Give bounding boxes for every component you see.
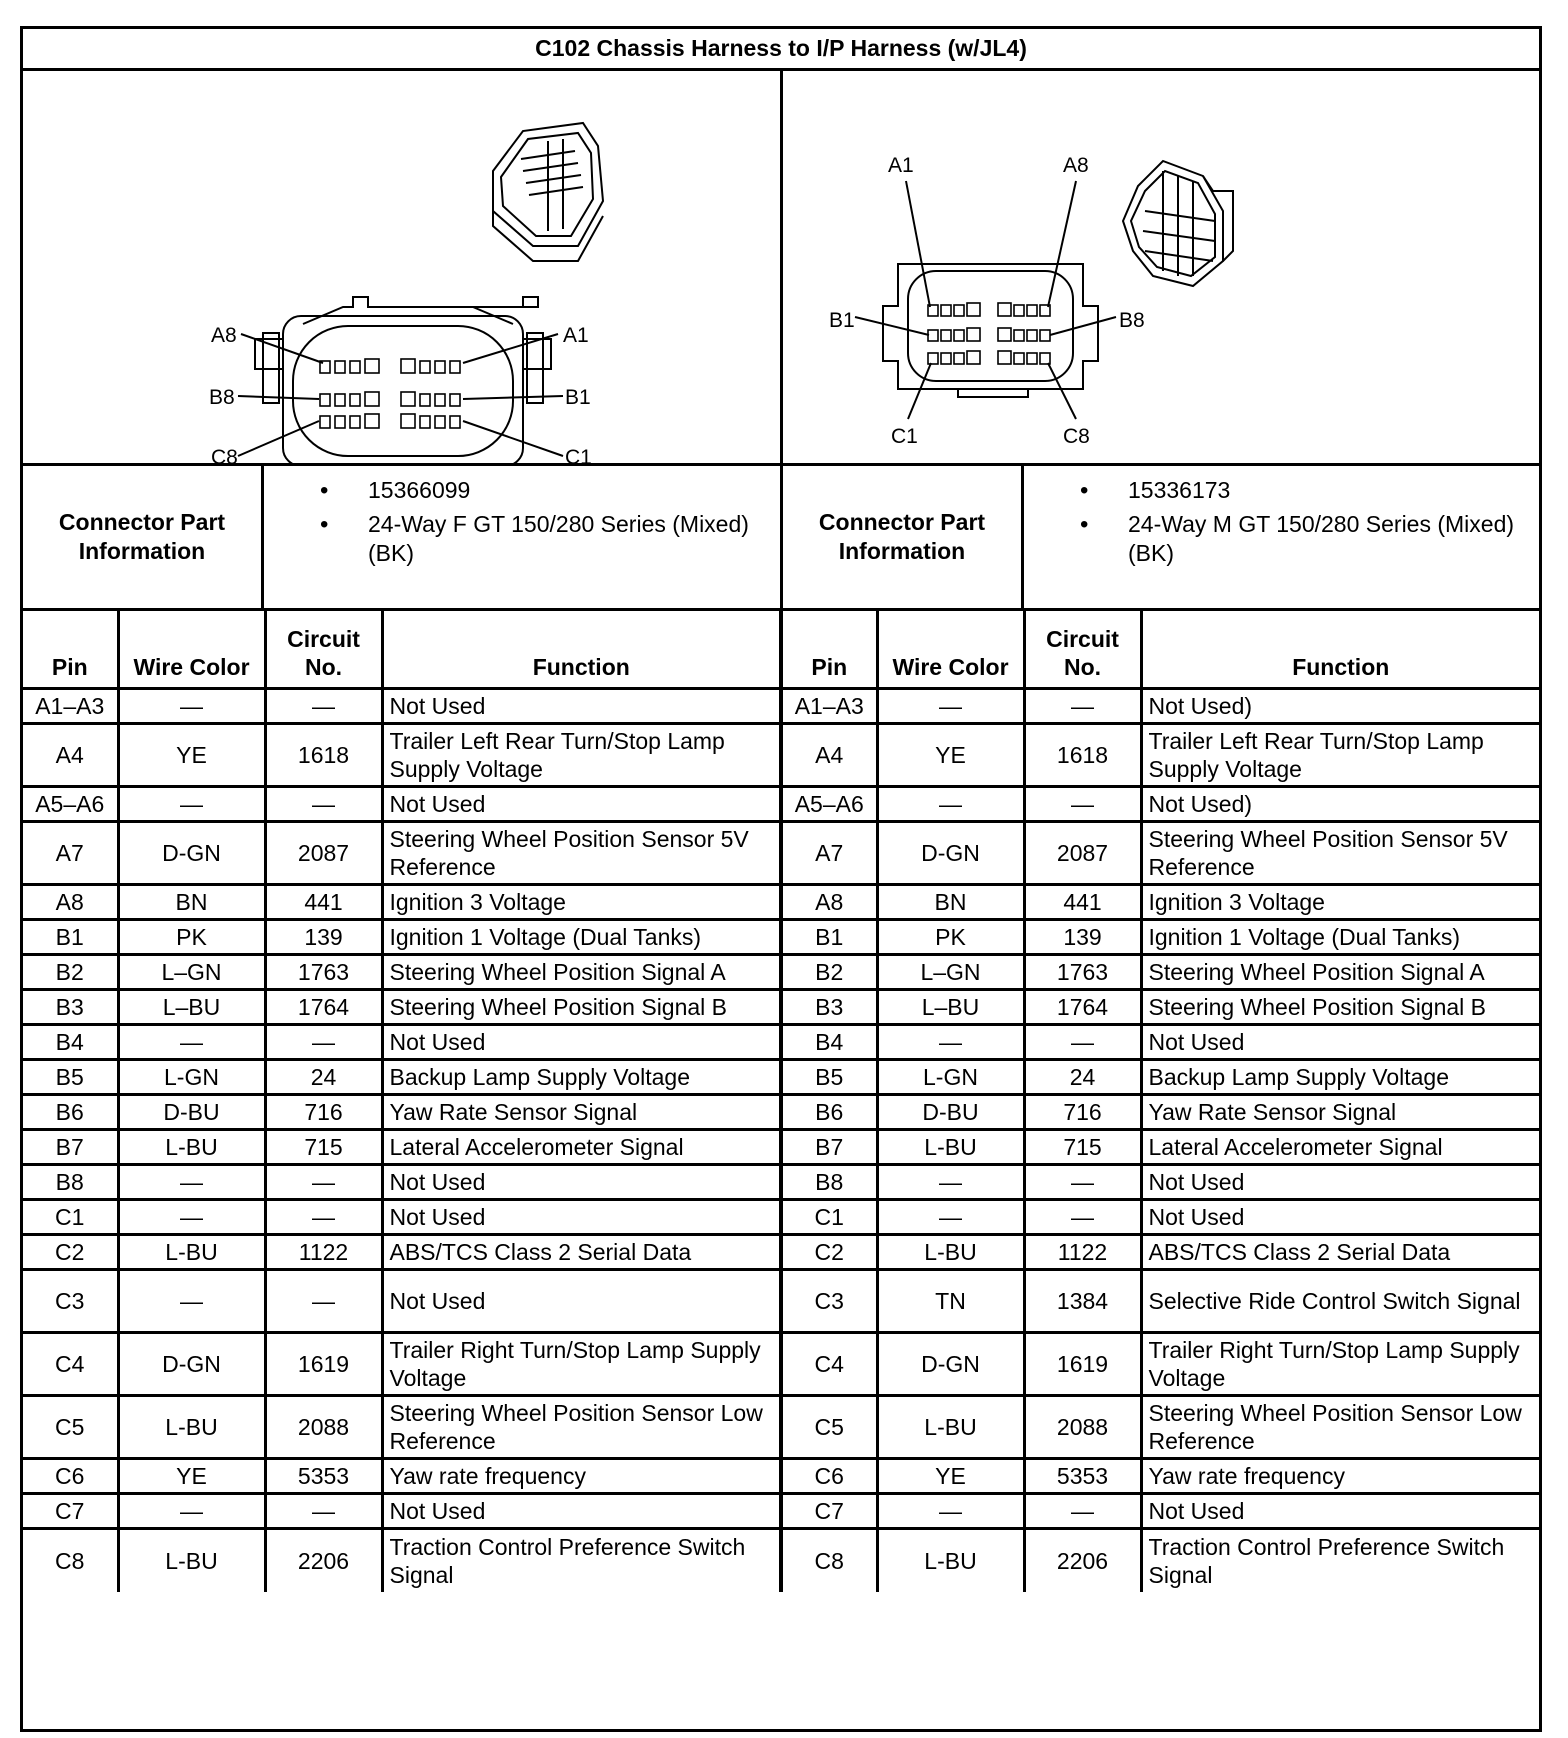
function-cell: Not Used — [382, 787, 781, 822]
header-function: Function — [1141, 611, 1539, 689]
pin-cell: B1 — [781, 920, 877, 955]
table-header-row — [23, 611, 1539, 689]
pinout-table — [23, 611, 1539, 1592]
pin-cell: C8 — [781, 1529, 877, 1592]
part-description: • 24-Way M GT 150/280 Series (Mixed) (BK) — [1080, 510, 1539, 568]
header-wire-color: Wire Color — [118, 611, 265, 689]
table-row — [23, 1235, 1539, 1270]
wire-color-cell: — — [118, 1025, 265, 1060]
pin-cell: B1 — [23, 920, 118, 955]
function-cell: Backup Lamp Supply Voltage — [382, 1060, 781, 1095]
wire-color-cell: PK — [877, 920, 1024, 955]
circuit-cell: 1384 — [1024, 1270, 1141, 1333]
header-circuit: Circuit No. — [1024, 611, 1141, 689]
circuit-cell: 1122 — [265, 1235, 382, 1270]
circuit-cell: — — [265, 1200, 382, 1235]
function-cell: Ignition 3 Voltage — [382, 885, 781, 920]
wire-color-cell: — — [118, 1165, 265, 1200]
pin-label-c8: C8 — [211, 446, 238, 463]
wire-color-cell: L–BU — [118, 990, 265, 1025]
wire-color-cell: L–GN — [118, 955, 265, 990]
circuit-cell: 24 — [1024, 1060, 1141, 1095]
function-cell: Not Used) — [1141, 689, 1539, 724]
header-pin: Pin — [781, 611, 877, 689]
wire-color-cell: PK — [118, 920, 265, 955]
female-connector-drawing — [23, 71, 780, 463]
function-cell: Steering Wheel Position Sensor Low Reference — [1141, 1396, 1539, 1459]
male-connector-3d-icon — [1123, 161, 1233, 286]
wire-color-cell: L-BU — [118, 1130, 265, 1165]
pin-cell: A1–A3 — [23, 689, 118, 724]
wire-color-cell: L-GN — [118, 1060, 265, 1095]
pin-label-c1: C1 — [565, 446, 592, 463]
connector-info-label: Connector Part Information — [23, 466, 264, 608]
wire-color-cell: L-BU — [877, 1235, 1024, 1270]
function-cell: Not Used — [382, 1165, 781, 1200]
wire-color-cell: — — [118, 787, 265, 822]
wire-color-cell: — — [877, 1165, 1024, 1200]
function-cell: Not Used — [382, 1025, 781, 1060]
circuit-cell: — — [265, 787, 382, 822]
wire-color-cell: L-BU — [877, 1130, 1024, 1165]
wire-color-cell: L–BU — [877, 990, 1024, 1025]
pin-cell: B2 — [781, 955, 877, 990]
pin-cell: B4 — [23, 1025, 118, 1060]
table-row — [23, 1396, 1539, 1459]
pin-cell: B3 — [23, 990, 118, 1025]
pin-label-b8-male: B8 — [1119, 309, 1145, 332]
pin-cell: C5 — [23, 1396, 118, 1459]
pin-cell: A7 — [23, 822, 118, 885]
pin-label-c8-male: C8 — [1063, 425, 1090, 448]
pin-cell: B6 — [23, 1095, 118, 1130]
circuit-cell: — — [1024, 1494, 1141, 1529]
circuit-cell: 1763 — [1024, 955, 1141, 990]
pin-cell: A7 — [781, 822, 877, 885]
circuit-cell: 5353 — [1024, 1459, 1141, 1494]
pin-cell: B5 — [781, 1060, 877, 1095]
circuit-cell: — — [1024, 1165, 1141, 1200]
wire-color-cell: — — [118, 689, 265, 724]
function-cell: Yaw Rate Sensor Signal — [382, 1095, 781, 1130]
circuit-cell: — — [265, 1494, 382, 1529]
function-cell: Not Used — [1141, 1165, 1539, 1200]
pin-cell: C4 — [23, 1333, 118, 1396]
circuit-cell: 2088 — [265, 1396, 382, 1459]
function-cell: Yaw Rate Sensor Signal — [1141, 1095, 1539, 1130]
table-row — [23, 1060, 1539, 1095]
function-cell: Traction Control Preference Switch Signal — [1141, 1529, 1539, 1592]
wire-color-cell: YE — [118, 1459, 265, 1494]
table-row — [23, 1529, 1539, 1592]
circuit-cell: 715 — [265, 1130, 382, 1165]
pin-label-b8: B8 — [209, 386, 235, 409]
pin-cell: C2 — [23, 1235, 118, 1270]
pin-cell: A5–A6 — [23, 787, 118, 822]
table-row — [23, 955, 1539, 990]
wire-color-cell: YE — [877, 724, 1024, 787]
function-cell: Steering Wheel Position Sensor Low Reference — [382, 1396, 781, 1459]
function-cell: Steering Wheel Position Sensor 5V Reference — [382, 822, 781, 885]
female-connector-diagram — [23, 71, 783, 463]
header-wire-color: Wire Color — [877, 611, 1024, 689]
pin-cell: B6 — [781, 1095, 877, 1130]
circuit-cell: 441 — [1024, 885, 1141, 920]
function-cell: Ignition 1 Voltage (Dual Tanks) — [1141, 920, 1539, 955]
circuit-cell: — — [265, 689, 382, 724]
function-cell: Lateral Accelerometer Signal — [1141, 1130, 1539, 1165]
pin-cell: A1–A3 — [781, 689, 877, 724]
function-cell: Lateral Accelerometer Signal — [382, 1130, 781, 1165]
pinout-sheet — [20, 26, 1542, 1732]
circuit-cell: 1619 — [265, 1333, 382, 1396]
circuit-cell: — — [1024, 1025, 1141, 1060]
wire-color-cell: — — [118, 1494, 265, 1529]
circuit-cell: 2206 — [1024, 1529, 1141, 1592]
function-cell: Trailer Right Turn/Stop Lamp Supply Voltage — [382, 1333, 781, 1396]
wire-color-cell: BN — [877, 885, 1024, 920]
pin-label-b1: B1 — [565, 386, 591, 409]
header-pin: Pin — [23, 611, 118, 689]
function-cell: Not Used — [382, 689, 781, 724]
circuit-cell: — — [1024, 689, 1141, 724]
circuit-cell: 441 — [265, 885, 382, 920]
part-description: • 24-Way F GT 150/280 Series (Mixed) (BK) — [320, 510, 780, 568]
function-cell: Traction Control Preference Switch Signal — [382, 1529, 781, 1592]
pin-cell: A8 — [23, 885, 118, 920]
table-row — [23, 990, 1539, 1025]
function-cell: Steering Wheel Position Sensor 5V Reference — [1141, 822, 1539, 885]
wire-color-cell: — — [118, 1200, 265, 1235]
female-connector-face — [238, 297, 563, 463]
circuit-cell: — — [1024, 787, 1141, 822]
pin-cell: A4 — [23, 724, 118, 787]
wire-color-cell: D-BU — [877, 1095, 1024, 1130]
part-number: • 15336173 — [1080, 476, 1539, 505]
pin-cell: C3 — [23, 1270, 118, 1333]
wire-color-cell: TN — [877, 1270, 1024, 1333]
circuit-cell: 1764 — [1024, 990, 1141, 1025]
function-cell: Not Used — [382, 1270, 781, 1333]
pin-cell: B4 — [781, 1025, 877, 1060]
circuit-cell: 716 — [1024, 1095, 1141, 1130]
function-cell: ABS/TCS Class 2 Serial Data — [382, 1235, 781, 1270]
connector-diagrams — [23, 71, 1539, 466]
table-row — [23, 1025, 1539, 1060]
table-row — [23, 1333, 1539, 1396]
circuit-cell: 24 — [265, 1060, 382, 1095]
wire-color-cell: YE — [877, 1459, 1024, 1494]
function-cell: Trailer Right Turn/Stop Lamp Supply Voltage — [1141, 1333, 1539, 1396]
wire-color-cell: — — [877, 1025, 1024, 1060]
circuit-cell: 1618 — [1024, 724, 1141, 787]
function-cell: Steering Wheel Position Signal B — [1141, 990, 1539, 1025]
header-function: Function — [382, 611, 781, 689]
pin-cell: C5 — [781, 1396, 877, 1459]
wire-color-cell: L-BU — [118, 1396, 265, 1459]
circuit-cell: 1122 — [1024, 1235, 1141, 1270]
pin-label-a8-male: A8 — [1063, 154, 1089, 177]
circuit-cell: 139 — [265, 920, 382, 955]
pin-cell: B2 — [23, 955, 118, 990]
pin-cell: A8 — [781, 885, 877, 920]
pin-cell: C7 — [781, 1494, 877, 1529]
pin-label-a1: A1 — [563, 324, 589, 347]
function-cell: Not Used — [1141, 1025, 1539, 1060]
female-connector-3d-icon — [493, 123, 603, 261]
pin-cell: A4 — [781, 724, 877, 787]
function-cell: Trailer Left Rear Turn/Stop Lamp Supply Voltage — [1141, 724, 1539, 787]
function-cell: Steering Wheel Position Signal A — [1141, 955, 1539, 990]
wire-color-cell: — — [877, 1494, 1024, 1529]
male-connector-drawing — [783, 71, 1539, 463]
table-row — [23, 1165, 1539, 1200]
wire-color-cell: D-GN — [877, 1333, 1024, 1396]
connector-info-female — [23, 466, 783, 608]
circuit-cell: 5353 — [265, 1459, 382, 1494]
function-cell: Not Used — [382, 1200, 781, 1235]
circuit-cell: — — [265, 1165, 382, 1200]
circuit-cell: — — [1024, 1200, 1141, 1235]
pin-cell: B8 — [23, 1165, 118, 1200]
part-number: • 15366099 — [320, 476, 780, 505]
wire-color-cell: L-BU — [118, 1235, 265, 1270]
wire-color-cell: YE — [118, 724, 265, 787]
function-cell: Steering Wheel Position Signal A — [382, 955, 781, 990]
header-circuit: Circuit No. — [265, 611, 382, 689]
wire-color-cell: L-GN — [877, 1060, 1024, 1095]
table-row — [23, 1130, 1539, 1165]
function-cell: Steering Wheel Position Signal B — [382, 990, 781, 1025]
table-row — [23, 920, 1539, 955]
function-cell: Selective Ride Control Switch Signal — [1141, 1270, 1539, 1333]
wire-color-cell: D-BU — [118, 1095, 265, 1130]
wire-color-cell: L-BU — [877, 1529, 1024, 1592]
pin-cell: C1 — [23, 1200, 118, 1235]
circuit-cell: — — [265, 1270, 382, 1333]
circuit-cell: 2206 — [265, 1529, 382, 1592]
function-cell: Not Used — [382, 1494, 781, 1529]
function-cell: Not Used — [1141, 1200, 1539, 1235]
function-cell: Yaw rate frequency — [1141, 1459, 1539, 1494]
wire-color-cell: — — [877, 787, 1024, 822]
wire-color-cell: — — [877, 689, 1024, 724]
function-cell: ABS/TCS Class 2 Serial Data — [1141, 1235, 1539, 1270]
male-connector-diagram — [783, 71, 1539, 463]
table-row — [23, 1459, 1539, 1494]
function-cell: Not Used) — [1141, 787, 1539, 822]
function-cell: Trailer Left Rear Turn/Stop Lamp Supply Voltage — [382, 724, 781, 787]
circuit-cell: 716 — [265, 1095, 382, 1130]
pin-cell: B3 — [781, 990, 877, 1025]
circuit-cell: 2087 — [1024, 822, 1141, 885]
table-row — [23, 1200, 1539, 1235]
circuit-cell: 139 — [1024, 920, 1141, 955]
pin-cell: B7 — [23, 1130, 118, 1165]
function-cell: Not Used — [1141, 1494, 1539, 1529]
wire-color-cell: L–GN — [877, 955, 1024, 990]
pin-cell: C6 — [23, 1459, 118, 1494]
circuit-cell: 1618 — [265, 724, 382, 787]
wire-color-cell: — — [118, 1270, 265, 1333]
wire-color-cell: BN — [118, 885, 265, 920]
pin-cell: C3 — [781, 1270, 877, 1333]
connector-info-label: Connector Part Information — [783, 466, 1024, 608]
circuit-cell: 2088 — [1024, 1396, 1141, 1459]
table-row — [23, 885, 1539, 920]
pin-cell: C7 — [23, 1494, 118, 1529]
pin-label-a1-male: A1 — [888, 154, 914, 177]
table-row — [23, 822, 1539, 885]
table-row — [23, 689, 1539, 724]
wire-color-cell: D-GN — [118, 822, 265, 885]
pin-label-b1-male: B1 — [829, 309, 855, 332]
pin-cell: B7 — [781, 1130, 877, 1165]
wire-color-cell: D-GN — [877, 822, 1024, 885]
connector-part-information — [23, 466, 1539, 611]
pin-cell: B8 — [781, 1165, 877, 1200]
connector-info-male — [783, 466, 1539, 608]
circuit-cell: 1619 — [1024, 1333, 1141, 1396]
table-row — [23, 1095, 1539, 1130]
circuit-cell: 1764 — [265, 990, 382, 1025]
function-cell: Yaw rate frequency — [382, 1459, 781, 1494]
wire-color-cell: D-GN — [118, 1333, 265, 1396]
circuit-cell: — — [265, 1025, 382, 1060]
circuit-cell: 2087 — [265, 822, 382, 885]
male-connector-face — [855, 181, 1116, 419]
circuit-cell: 715 — [1024, 1130, 1141, 1165]
wire-color-cell: — — [877, 1200, 1024, 1235]
function-cell: Ignition 1 Voltage (Dual Tanks) — [382, 920, 781, 955]
wire-color-cell: L-BU — [877, 1396, 1024, 1459]
table-row — [23, 724, 1539, 787]
table-row — [23, 787, 1539, 822]
function-cell: Ignition 3 Voltage — [1141, 885, 1539, 920]
pin-cell: C4 — [781, 1333, 877, 1396]
pin-cell: B5 — [23, 1060, 118, 1095]
table-row — [23, 1270, 1539, 1333]
pin-cell: C2 — [781, 1235, 877, 1270]
pin-label-c1-male: C1 — [891, 425, 918, 448]
function-cell: Backup Lamp Supply Voltage — [1141, 1060, 1539, 1095]
pin-label-a8: A8 — [211, 324, 237, 347]
circuit-cell: 1763 — [265, 955, 382, 990]
pin-cell: C1 — [781, 1200, 877, 1235]
document-title: C102 Chassis Harness to I/P Harness (w/JL4) — [23, 29, 1539, 71]
pin-cell: C8 — [23, 1529, 118, 1592]
wire-color-cell: L-BU — [118, 1529, 265, 1592]
pin-cell: C6 — [781, 1459, 877, 1494]
table-row — [23, 1494, 1539, 1529]
pin-cell: A5–A6 — [781, 787, 877, 822]
